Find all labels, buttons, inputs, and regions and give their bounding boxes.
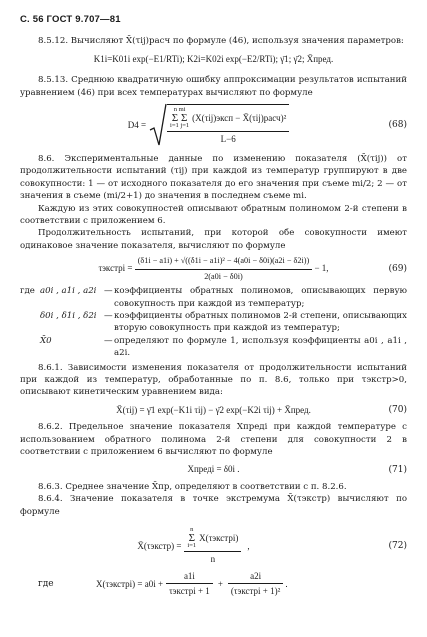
where-fraction-1-denominator: τэкстрi + 1 — [169, 586, 210, 597]
formula-72-fraction — [184, 526, 241, 565]
definition-row: где a0i , a1i , a2i — коэффициенты обратных полиномов, описывающих первую совокупность при каждой из температур; — [20, 286, 407, 309]
sum-symbols: Σ Σ — [171, 112, 188, 125]
where-lhs: X(τэкстрi) = a0i + — [96, 578, 164, 589]
formula-rate-constants: K1i=K01i exp(−E1/RTi); K2i=K02i exp(−E2/RTi); γ̄1; γ̄2; X̄пред. — [93, 53, 334, 64]
where-fraction-1 — [166, 570, 213, 598]
sum-symbol: Σ — [188, 532, 195, 545]
clause-8-6-3: 8.6.3. Среднее значение X̄пр, определяют в соответствии с п. 8.2.6. — [38, 481, 347, 492]
formula-72-numerator: X(τэкстрi) — [199, 533, 239, 544]
formula-72-where — [20, 570, 407, 598]
formula-68 — [20, 101, 407, 149]
clause-8-6-4: 8.6.4. Значение показателя в точке экстремума X̄(τэкстр) вычисляют по формуле — [20, 494, 407, 517]
radical-sign-icon — [149, 103, 167, 147]
sum — [187, 526, 196, 550]
clause-8-6: 8.6. Экспериментальные данные по изменению показателя (X̄(τij)) от продолжительности испытаний (τij) при каждой из температур группируют в две совокупности: 1 — от исходного показателя до его значения при съеме mi/2; 2 — от значения в съеме (mi/2+1) до значения в последнем съеме mi. — [20, 154, 407, 202]
where-fraction-2 — [228, 570, 283, 598]
formula-70 — [20, 404, 407, 416]
definition-text: определяют по формуле 1, используя коэффициенты a0i , a1i , a2i. — [114, 335, 407, 359]
square-root — [149, 103, 289, 147]
formula-72-lhs: X̄(τэкстр) = — [137, 540, 182, 551]
formula-68-fraction — [167, 106, 289, 145]
definition-term: a0i , a1i , a2i — [40, 286, 97, 297]
formula-69-lhs: τэкстрi = — [98, 263, 133, 274]
sum-lower-limit: i=1 — [187, 542, 197, 550]
definition-term: δ0i , δ1i , δ2i — [40, 310, 97, 321]
equation-number-70: (70) — [388, 404, 407, 415]
formula-71 — [20, 463, 407, 475]
clause-8-6-1: 8.6.1. Зависимости изменения показателя от продолжительности испытаний при каждой из температур, обработанные по п. 8.6, только при τэкстр>0, описывают кинетическим уравнением вида: — [20, 362, 407, 398]
radicand — [167, 104, 289, 145]
definition-term: X̄0 — [40, 335, 52, 346]
formula-70-body: X̄(τij) = γ̄1 exp(−K1i τij) − γ̄2 exp(−K2i τij) + X̄пред. — [116, 404, 311, 415]
equation-number-68: (68) — [388, 119, 407, 130]
where-label: где — [20, 286, 35, 297]
equation-number-72: (72) — [388, 540, 407, 551]
definition-row: X̄0 — определяют по формуле 1, используя коэффициенты a0i , a1i , a2i. — [40, 335, 407, 359]
formula-69 — [20, 255, 407, 283]
double-sum — [170, 106, 189, 130]
where-fraction-1-numerator: a1i — [166, 570, 213, 584]
where-fraction-2-numerator: a2i — [228, 570, 283, 584]
where-end: . — [285, 578, 288, 589]
definition-text: коэффициенты обратных полиномов, описывающих первую совокупность при каждой из температур; — [114, 286, 407, 309]
formula-69-tail: − 1, — [314, 263, 329, 274]
clause-8-6-2: 8.6.2. Предельное значение показателя Xпредi при каждой температуре с использованием обратного полинома 2-й степени для совокупности 2 в соответствии с приложением 6 вычисляют по формуле — [20, 422, 407, 457]
sum-upper-limit: n — [190, 526, 194, 534]
sum-upper-limits: n mi — [173, 106, 186, 114]
formula-72-tail: , — [247, 540, 250, 551]
formula-72-denominator: n — [210, 554, 216, 565]
formula-69-numerator: (δ1i − a1i) + √((δ1i − a1i)² − 4(a0i − δ0i)(a2i − δ2i)) — [135, 255, 313, 269]
sum-lower-limits: i=1 j=1 — [170, 122, 190, 130]
definition-row: δ0i , δ1i , δ2i — коэффициенты обратных полиномов 2-й степени, описывающих вторую совокупность при каждой из температур; — [40, 310, 407, 334]
symbol-definitions — [20, 285, 407, 359]
equation-number-71: (71) — [388, 464, 407, 475]
clause-8-5-13: 8.5.13. Среднюю квадратичную ошибку аппроксимации результатов испытаний уравнением (46) при всех температурах вычисляют по формуле — [20, 75, 407, 98]
definition-text: коэффициенты обратных полиномов 2-й степени, описывающих вторую совокупность при каждой из температур; — [114, 310, 407, 334]
clause-8-6-paragraph-3: Продолжительность испытаний, при которой обе совокупности имеют одинаковое значение показателя, вычисляют по формуле — [20, 228, 407, 251]
where-plus: + — [217, 578, 223, 589]
clause-8-6-paragraph-2: Каждую из этих совокупностей описывают обратным полиномом 2-й степени в соответствии с приложением 6. — [20, 203, 407, 227]
formula-71-body: Xпредi = δ0i . — [187, 464, 240, 475]
formula-68-denominator: L−6 — [220, 134, 236, 145]
equation-number-69: (69) — [388, 263, 407, 274]
where-label-72: где — [38, 578, 54, 589]
formula-72 — [20, 526, 407, 566]
formula-68-numerator: (X(τij)эксп − X̄(τij)расч)² — [192, 113, 287, 124]
formula-69-fraction — [135, 255, 313, 283]
where-fraction-2-denominator: (τэкстрi + 1)² — [230, 586, 281, 597]
clause-8-5-12: 8.5.12. Вычисляют X̄(τij)расч по формуле (46), используя значения параметров: — [38, 36, 404, 47]
page-header: С. 56 ГОСТ 9.707—81 — [20, 14, 121, 25]
formula-69-denominator: 2(a0i − δ0i) — [204, 271, 243, 281]
formula-68-lhs: D4 = — [127, 119, 147, 130]
